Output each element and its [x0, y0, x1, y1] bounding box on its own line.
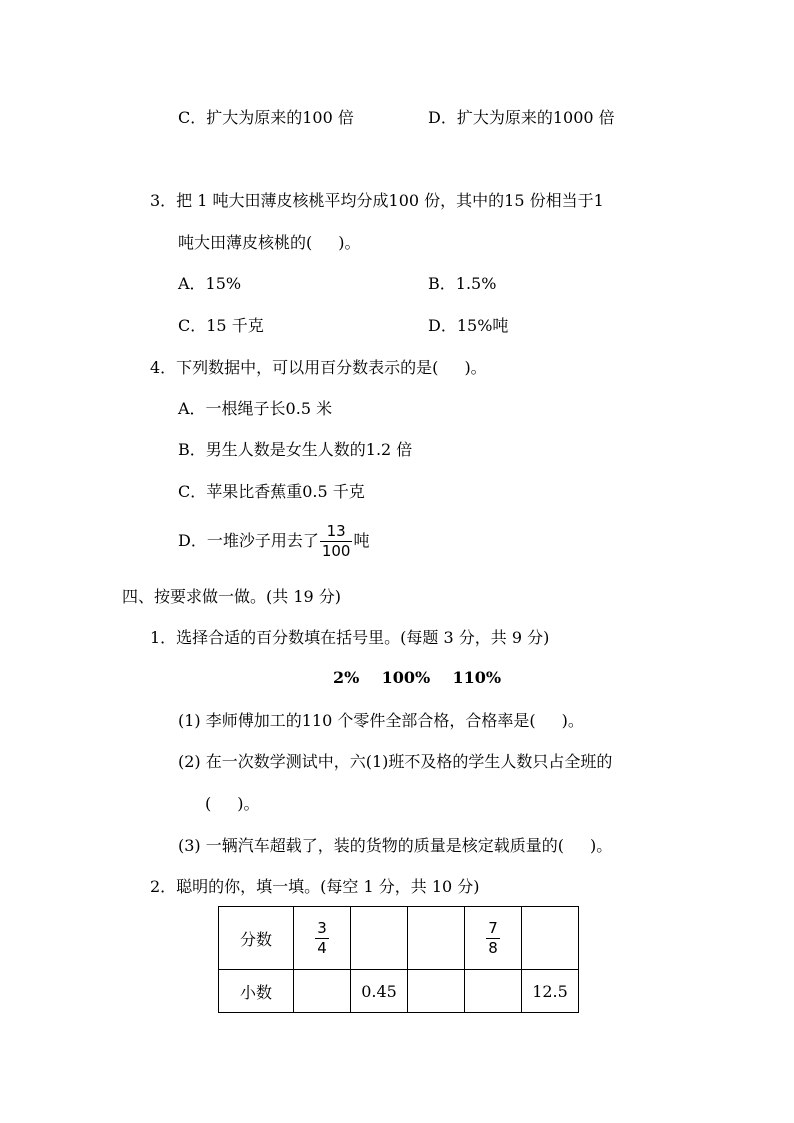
table-cell[interactable] — [408, 907, 465, 970]
fraction-numerator: 13 — [326, 522, 346, 540]
q4-option-a: A．一根绳子长0.5 米 — [178, 399, 333, 418]
table-cell[interactable] — [465, 970, 522, 1013]
fraction — [315, 920, 329, 957]
q4-option-d-unit: 吨 — [353, 531, 370, 550]
sub2-open: ( — [205, 794, 212, 813]
s4-q1-sub2-line1: (2) 在一次数学测试中，六(1)班不及格的学生人数只占全班的 — [178, 752, 613, 771]
s4-q1-sub2-line2 — [205, 793, 260, 815]
fraction-numerator: 3 — [317, 918, 327, 937]
percent-choices: 2% 100% 110% — [333, 668, 502, 687]
section-title: 四、按要求做一做。(共 19 分) — [122, 587, 342, 606]
fraction — [486, 920, 500, 957]
table-cell — [465, 907, 522, 970]
table-cell — [294, 907, 351, 970]
s4-q1-sub3 — [178, 835, 612, 857]
q3-option-c: C．15 千克 — [178, 316, 264, 335]
table-cell[interactable] — [408, 970, 465, 1013]
table-cell[interactable] — [522, 907, 579, 970]
sub1-end: )。 — [561, 711, 584, 730]
sub3-end: )。 — [590, 836, 613, 855]
row-label-decimal: 小数 — [219, 970, 294, 1013]
fraction-denominator: 4 — [317, 938, 327, 957]
table-row — [219, 970, 579, 1013]
fraction — [320, 523, 353, 560]
q4-stem-text: 4．下列数据中，可以用百分数表示的是( — [150, 358, 439, 377]
q4-stem — [150, 357, 487, 379]
s4-q1-stem: 1．选择合适的百分数填在括号里。(每题 3 分，共 9 分) — [150, 628, 550, 647]
sub1-text: (1) 李师傅加工的110 个零件全部合格，合格率是( — [178, 711, 536, 730]
conversion-table — [218, 906, 579, 1013]
fraction-denominator: 100 — [321, 542, 351, 560]
q3-option-d: D．15%吨 — [428, 316, 509, 335]
q3-stem-line2 — [178, 232, 361, 254]
q4-option-c: C．苹果比香蕉重0.5 千克 — [178, 482, 365, 501]
row-label-fraction: 分数 — [219, 907, 294, 970]
table-cell: 12.5 — [522, 970, 579, 1013]
s4-q2-stem: 2．聪明的你，填一填。(每空 1 分，共 10 分) — [150, 877, 480, 896]
q3-stem-text: 吨大田薄皮核桃的( — [178, 233, 313, 252]
table-row — [219, 907, 579, 970]
sub2-end: )。 — [237, 794, 260, 813]
q4-stem-end: )。 — [464, 358, 487, 377]
q4-option-d — [178, 519, 370, 563]
table-cell[interactable] — [294, 970, 351, 1013]
table-cell[interactable] — [351, 907, 408, 970]
q3-option-a: A．15% — [178, 274, 242, 293]
q3-stem-end: )。 — [338, 233, 361, 252]
s4-q1-sub1 — [178, 710, 584, 732]
fraction-denominator: 8 — [488, 938, 498, 957]
table-cell: 0.45 — [351, 970, 408, 1013]
q3-option-b: B．1.5% — [428, 274, 497, 293]
q4-option-b: B．男生人数是女生人数的1.2 倍 — [178, 440, 413, 459]
option-c: C．扩大为原来的100 倍 — [178, 108, 354, 127]
q3-stem-line1: 3．把 1 吨大田薄皮核桃平均分成100 份，其中的15 份相当于1 — [150, 191, 604, 210]
fraction-numerator: 7 — [488, 918, 498, 937]
option-d: D．扩大为原来的1000 倍 — [428, 108, 615, 127]
q4-option-d-text: D．一堆沙子用去了 — [178, 531, 319, 550]
sub3-text: (3) 一辆汽车超载了，装的货物的质量是核定载质量的( — [178, 836, 564, 855]
